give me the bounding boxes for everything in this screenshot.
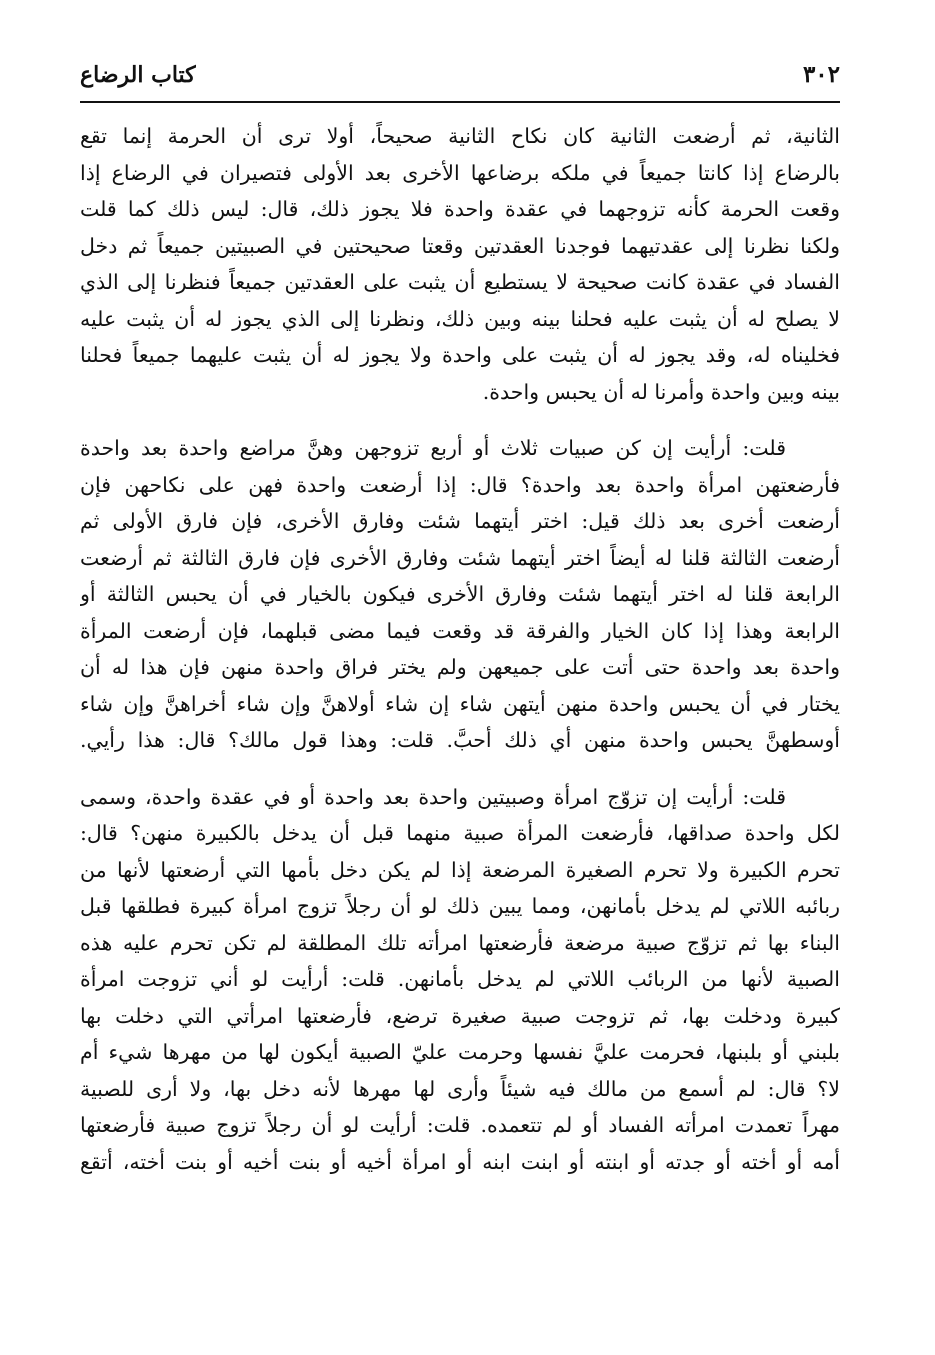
text-line: ربائبه اللاتي لم يدخل بأمانهن، ومما يبين ذلك لو أن رجلاً تزوج امرأة كبيرة فطلقها قبل	[80, 894, 840, 918]
text-line: الرابعة وهذا إذا كان الخيار والفرقة قد وقعت فيما مضى قبلهما، فإن أرضعت المرأة	[80, 618, 840, 643]
text-line: لا؟ قال: لم أسمع من مالك فيه شيئاً وأرى لها مهرها لأنه دخل بها، ولا أرى للصبية	[80, 1076, 840, 1101]
text-line: الرابعة قلنا له اختر أيتهما شئت وفارق الأخرى فيكون بالخيار في أن يحبس الثالثة أو	[80, 582, 840, 606]
text-line: لا يصلح له أن يثبت عليه فحلنا بينه وبين ذلك، ونظرنا إلى الذي يجوز له أن يثبت عليه	[80, 306, 840, 331]
text-line: أرضعت أخرى بعد ذلك قيل: اختر أيتهما شئت وفارق الأخرى، فإن فارق الأولى ثم	[80, 509, 840, 533]
text-line: أرضعت الثالثة قلنا له أيضاً اختر أيتهما شئت وفارق الأخرى فإن فارق الثالثة ثم أرضعت	[80, 545, 840, 570]
text-line: واحدة بعد واحدة حتى أتت على جميعهن ولم يختر فراق واحدة منهن فإن هذا له أن	[80, 655, 840, 679]
book-title: كتاب الرضاع	[80, 62, 196, 88]
text-line: قلت: أرأيت إن كن صبيات ثلاث أو أربع تزوجهن وهنَّ مراضع واحدة بعد واحدة	[80, 436, 786, 460]
text-line: لكل واحدة صداقها، فأرضعت المرأة صبية منهما قبل أن يدخل بالكبيرة منهن؟ قال:	[80, 821, 840, 845]
text-line: فأرضعتهن امرأة واحدة بعد واحدة؟ قال: إذا أرضعت واحدة فهن على نكاحهن فإن	[80, 472, 840, 497]
paragraph-gap	[80, 410, 840, 430]
text-line: وقعت الحرمة كأنه تزوجهما في عقدة واحدة فلا يجوز ذلك، قال: ليس ذلك كما قلت	[80, 197, 840, 221]
text-line: يختار في أن يحبس واحدة منهن أيتهن شاء إن شاء أولاهنَّ وإن شاء أخراهنَّ وإن شاء	[80, 691, 840, 716]
text-line: ولكنا نظرنا إلى عقدتيهما فوجدنا العقدتين وقعتا صحيحتين في الصبيتين جميعاً ثم دخل	[80, 233, 840, 258]
running-header	[80, 60, 840, 96]
text-line: بلبني أو بلبنها، فحرمت عليَّ نفسها وحرمت عليّ الصبية أيكون لها من مهرها شيء أم	[80, 1040, 840, 1064]
text-line: أوسطهنَّ يحبس واحدة منهن أي ذلك أحبَّ. قلت: وهذا قول مالك؟ قال: هذا رأيي.	[80, 728, 840, 752]
paragraph-2	[80, 430, 840, 759]
text-line: قلت: أرأيت إن تزوّج امرأة وصبيتين واحدة بعد واحدة أو في عقدة واحدة، وسمى	[80, 784, 786, 809]
text-line: أمه أو أخته أو جدته أو ابنته أو ابنت ابنه أو امرأة أخيه أو بنت أخيه أو بنت أخته، أتقع	[80, 1149, 840, 1174]
text-line: تحرم الكبيرة ولا تحرم الصغيرة المرضعة إذا لم يكن دخل بأمها التي أرضعتها لأنها من	[80, 857, 840, 882]
text-line: الصبية لأنها من الربائب اللاتي لم يدخل بأمانهن. قلت: أرأيت لو أني تزوجت امرأة	[80, 967, 840, 991]
body-text	[80, 118, 840, 1180]
paragraph-1	[80, 118, 840, 410]
header-rule	[80, 101, 840, 103]
text-line: الثانية، ثم أرضعت الثانية كان نكاح الثانية صحيحاً، أولا ترى أن الحرمة إنما تقع	[80, 124, 840, 148]
text-line: كبيرة ودخلت بها، ثم تزوجت صبية صغيرة ترضع، فأرضعتها امرأتي التي دخلت بها	[80, 1003, 840, 1028]
paragraph-gap	[80, 759, 840, 779]
paragraph-3	[80, 779, 840, 1181]
text-line: البناء بها ثم تزوّج صبية مرضعة فأرضعتها امرأته تلك المطلقة لم تكن تحرم عليه هذه	[80, 930, 840, 955]
page-number: ٣٠٢	[802, 61, 840, 88]
text-line: مهراً تعمدت امرأته الفساد أو لم تتعمده. قلت: أرأيت لو أن رجلاً تزوج صبية فأرضعتها	[80, 1113, 840, 1137]
text-line: بينه وبين واحدة وأمرنا له أن يحبس واحدة.	[482, 379, 840, 404]
text-line: الفساد في عقدة كانت صحيحة لا يستطيع أن يثبت على العقدتين جميعاً فنظرنا إلى الذي	[80, 270, 840, 294]
text-line: فخليناه له، وقد يجوز له أن يثبت على واحدة ولا يجوز له أن يثبت عليهما جميعاً فحلنا	[80, 343, 840, 367]
text-line: بالرضاع إذا كانتا جميعاً في ملكه برضاعها الأخرى بعد الأولى فتصيران في الرضاع إذا	[80, 160, 840, 185]
